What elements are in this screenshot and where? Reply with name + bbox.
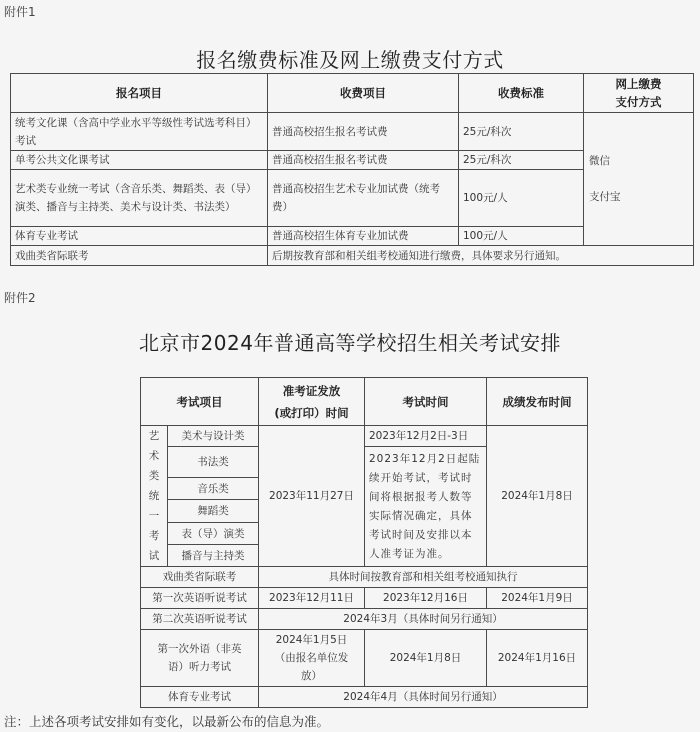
art-exam-time-first: 2023年12月2日-3日 [365, 426, 487, 447]
payment-methods-cell [584, 113, 694, 246]
art-exam-time-note: 2023年12月2日起陆续开始考试，考试时间将根据报考人数等实际情况确定，具体考试时间及安排以本人准考证为准。 [365, 447, 487, 567]
header-payment-line1: 网上缴费 [615, 77, 662, 91]
table-row [141, 609, 588, 630]
merged-schedule: 2024年4月（具体时间另行通知） [259, 687, 588, 708]
merged-note: 后期按教育部和相关组考校通知进行缴费，具体要求另行通知。 [268, 246, 694, 266]
vertical-char: 试 [148, 550, 160, 562]
vertical-char: 艺 [148, 430, 160, 442]
header-registration-item: 报名项目 [11, 74, 268, 113]
art-result-time: 2024年1月8日 [487, 426, 588, 567]
footnote: 注：上述各项考试安排如有变化，以最新公布的信息为准。 [4, 714, 330, 729]
table-row [11, 113, 694, 151]
exam-item: 第一次英语听说考试 [141, 588, 259, 609]
payment-method-alipay: 支付宝 [589, 191, 621, 203]
exam-time: 2023年12月16日 [365, 588, 487, 609]
header-exam-item: 考试项目 [141, 378, 259, 426]
table-row [141, 567, 588, 588]
header-ticket-line1: 准考证发放 [282, 383, 341, 398]
exam-item: 第二次英语听说考试 [141, 609, 259, 630]
header-fee-standard: 收费标准 [459, 74, 584, 113]
fee-table-title: 报名缴费标准及网上缴费支付方式 [196, 48, 504, 72]
vertical-char: 术 [148, 450, 160, 462]
art-subcategory: 音乐类 [168, 478, 259, 500]
payment-method-wechat: 微信 [589, 155, 610, 167]
ticket-time: 2024年1月5日（由报名单位发放） [259, 630, 365, 687]
header-result-time: 成绩发布时间 [487, 378, 588, 426]
art-ticket-time: 2023年11月27日 [259, 426, 365, 567]
art-unified-exam-label [141, 426, 168, 567]
attachment2-label: 附件2 [4, 291, 36, 305]
fee-item: 普通高校招生报名考试费 [268, 113, 459, 151]
header-ticket-time [259, 378, 365, 426]
header-payment-line2: 支付方式 [615, 95, 662, 109]
fee-standard: 100元/人 [459, 227, 584, 246]
fee-standard: 100元/人 [459, 170, 584, 227]
result-time: 2024年1月9日 [487, 588, 588, 609]
registration-item: 体育专业考试 [11, 227, 268, 246]
header-exam-time: 考试时间 [365, 378, 487, 426]
vertical-char: 类 [148, 470, 160, 482]
schedule-table-title: 北京市2024年普通高等学校招生相关考试安排 [139, 331, 561, 355]
registration-item: 统考文化课（含高中学业水平等级性考试选考科目）考试 [11, 113, 268, 151]
merged-schedule: 具体时间按教育部和相关组考校通知执行 [259, 567, 588, 588]
exam-item: 第一次外语（非英语）听力考试 [141, 630, 259, 687]
table-header-row [11, 74, 694, 113]
table-row [141, 630, 588, 687]
attachment1-label: 附件1 [4, 5, 36, 19]
art-subcategory: 表（导）演类 [168, 523, 259, 545]
exam-item: 体育专业考试 [141, 687, 259, 708]
table-header-row [141, 378, 588, 426]
art-subcategory: 书法类 [168, 447, 259, 478]
table-row [11, 246, 694, 266]
vertical-char: 统 [148, 490, 160, 502]
registration-item: 艺术类专业统一考试（含音乐类、舞蹈类、表（导）演类、播音与主持类、美术与设计类、书法类） [11, 170, 268, 227]
fee-item: 普通高校招生体育专业加试费 [268, 227, 459, 246]
table-row [141, 426, 588, 447]
fee-item: 普通高校招生艺术专业加试费（统考费） [268, 170, 459, 227]
header-ticket-line2: (或打印）时间 [274, 405, 349, 420]
art-subcategory: 舞蹈类 [168, 500, 259, 523]
result-time: 2024年1月16日 [487, 630, 588, 687]
exam-item: 戏曲类省际联考 [141, 567, 259, 588]
fee-standard: 25元/科次 [459, 113, 584, 151]
table-row [141, 687, 588, 708]
header-payment-method [584, 74, 694, 113]
ticket-time: 2023年12月11日 [259, 588, 365, 609]
art-subcategory: 美术与设计类 [168, 426, 259, 447]
registration-item: 单考公共文化课考试 [11, 151, 268, 170]
exam-schedule-table [140, 377, 588, 708]
exam-time: 2024年1月8日 [365, 630, 487, 687]
fee-standard: 25元/科次 [459, 151, 584, 170]
fee-standard-table [10, 73, 694, 266]
vertical-char: 考 [148, 530, 160, 542]
art-subcategory: 播音与主持类 [168, 545, 259, 567]
header-fee-item: 收费项目 [268, 74, 459, 113]
merged-schedule: 2024年3月（具体时间另行通知） [259, 609, 588, 630]
registration-item: 戏曲类省际联考 [11, 246, 268, 266]
vertical-char: 一 [148, 510, 160, 522]
fee-item: 普通高校招生报名考试费 [268, 151, 459, 170]
table-row [141, 588, 588, 609]
